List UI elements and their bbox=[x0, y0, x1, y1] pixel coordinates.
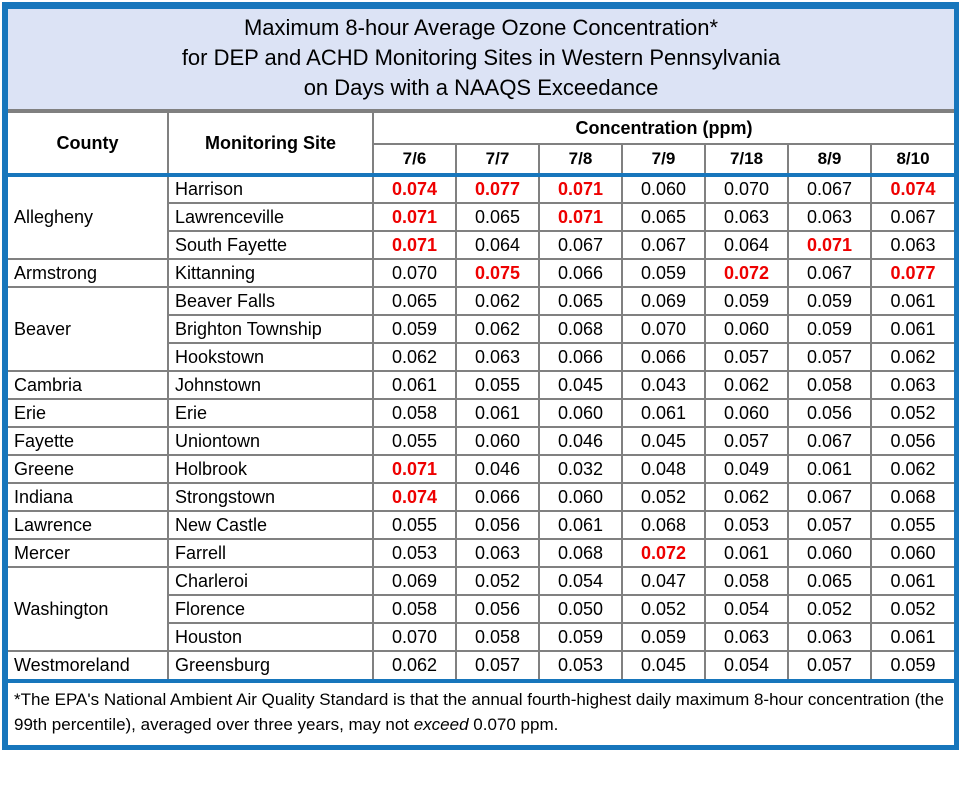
county-cell: Westmoreland bbox=[8, 651, 168, 679]
site-cell: Florence bbox=[168, 595, 373, 623]
value-cell: 0.054 bbox=[539, 567, 622, 595]
value-cell: 0.064 bbox=[456, 231, 539, 259]
value-cell: 0.060 bbox=[456, 427, 539, 455]
value-cell: 0.065 bbox=[622, 203, 705, 231]
site-cell: Lawrenceville bbox=[168, 203, 373, 231]
value-cell: 0.061 bbox=[373, 371, 456, 399]
value-cell: 0.052 bbox=[622, 595, 705, 623]
value-cell: 0.052 bbox=[456, 567, 539, 595]
column-header-county: County bbox=[8, 113, 168, 175]
value-cell-exceedance: 0.075 bbox=[456, 259, 539, 287]
value-cell: 0.060 bbox=[539, 483, 622, 511]
value-cell: 0.056 bbox=[788, 399, 871, 427]
county-cell: Washington bbox=[8, 567, 168, 651]
value-cell: 0.053 bbox=[539, 651, 622, 679]
site-cell: Beaver Falls bbox=[168, 287, 373, 315]
column-header-date: 7/8 bbox=[539, 144, 622, 175]
value-cell: 0.062 bbox=[373, 651, 456, 679]
value-cell: 0.045 bbox=[622, 651, 705, 679]
value-cell: 0.063 bbox=[871, 231, 954, 259]
value-cell-exceedance: 0.072 bbox=[622, 539, 705, 567]
value-cell: 0.060 bbox=[622, 175, 705, 203]
county-cell: Lawrence bbox=[8, 511, 168, 539]
table-row bbox=[8, 371, 954, 399]
table-row bbox=[8, 427, 954, 455]
site-cell: Greensburg bbox=[168, 651, 373, 679]
value-cell-exceedance: 0.077 bbox=[871, 259, 954, 287]
value-cell: 0.062 bbox=[456, 287, 539, 315]
table-row bbox=[8, 483, 954, 511]
value-cell: 0.068 bbox=[539, 315, 622, 343]
value-cell: 0.043 bbox=[622, 371, 705, 399]
value-cell: 0.069 bbox=[373, 567, 456, 595]
value-cell: 0.061 bbox=[871, 315, 954, 343]
value-cell: 0.052 bbox=[622, 483, 705, 511]
value-cell: 0.062 bbox=[871, 343, 954, 371]
value-cell: 0.060 bbox=[871, 539, 954, 567]
value-cell-exceedance: 0.072 bbox=[705, 259, 788, 287]
value-cell: 0.052 bbox=[871, 595, 954, 623]
value-cell: 0.057 bbox=[788, 651, 871, 679]
value-cell: 0.054 bbox=[705, 651, 788, 679]
footnote-text-end: 0.070 ppm. bbox=[468, 715, 559, 734]
column-header-date: 8/10 bbox=[871, 144, 954, 175]
value-cell: 0.061 bbox=[871, 567, 954, 595]
value-cell: 0.062 bbox=[456, 315, 539, 343]
table-row bbox=[8, 175, 954, 203]
table-row bbox=[8, 651, 954, 679]
value-cell: 0.062 bbox=[705, 483, 788, 511]
value-cell-exceedance: 0.071 bbox=[373, 231, 456, 259]
site-cell: Hookstown bbox=[168, 343, 373, 371]
value-cell: 0.056 bbox=[871, 427, 954, 455]
value-cell: 0.032 bbox=[539, 455, 622, 483]
value-cell: 0.062 bbox=[705, 371, 788, 399]
value-cell: 0.066 bbox=[539, 343, 622, 371]
county-cell: Erie bbox=[8, 399, 168, 427]
value-cell: 0.070 bbox=[622, 315, 705, 343]
value-cell: 0.061 bbox=[871, 287, 954, 315]
county-cell: Allegheny bbox=[8, 175, 168, 259]
value-cell: 0.066 bbox=[622, 343, 705, 371]
value-cell: 0.059 bbox=[788, 287, 871, 315]
footnote bbox=[8, 679, 954, 745]
column-header-site: Monitoring Site bbox=[168, 113, 373, 175]
table-row bbox=[8, 259, 954, 287]
value-cell-exceedance: 0.074 bbox=[373, 483, 456, 511]
value-cell: 0.049 bbox=[705, 455, 788, 483]
site-cell: Holbrook bbox=[168, 455, 373, 483]
value-cell: 0.063 bbox=[456, 343, 539, 371]
value-cell: 0.067 bbox=[871, 203, 954, 231]
site-cell: South Fayette bbox=[168, 231, 373, 259]
value-cell: 0.050 bbox=[539, 595, 622, 623]
county-cell: Greene bbox=[8, 455, 168, 483]
value-cell: 0.060 bbox=[788, 539, 871, 567]
value-cell: 0.063 bbox=[456, 539, 539, 567]
footnote-text: *The EPA's National Ambient Air Quality Standard is that the annual fourth-highest daily maximum 8-hour concentration (the 99th percentile), averaged over three years, may not bbox=[14, 690, 944, 734]
value-cell: 0.067 bbox=[539, 231, 622, 259]
site-cell: Uniontown bbox=[168, 427, 373, 455]
value-cell: 0.055 bbox=[373, 427, 456, 455]
column-header-date: 7/6 bbox=[373, 144, 456, 175]
value-cell-exceedance: 0.074 bbox=[871, 175, 954, 203]
value-cell: 0.046 bbox=[456, 455, 539, 483]
value-cell: 0.063 bbox=[788, 623, 871, 651]
county-cell: Fayette bbox=[8, 427, 168, 455]
county-cell: Indiana bbox=[8, 483, 168, 511]
value-cell: 0.066 bbox=[539, 259, 622, 287]
table-row bbox=[8, 399, 954, 427]
value-cell: 0.067 bbox=[788, 259, 871, 287]
column-header-concentration: Concentration (ppm) bbox=[373, 113, 954, 144]
value-cell: 0.057 bbox=[788, 511, 871, 539]
value-cell: 0.070 bbox=[705, 175, 788, 203]
value-cell: 0.060 bbox=[539, 399, 622, 427]
value-cell: 0.057 bbox=[788, 343, 871, 371]
site-cell: Farrell bbox=[168, 539, 373, 567]
county-cell: Cambria bbox=[8, 371, 168, 399]
value-cell: 0.055 bbox=[871, 511, 954, 539]
value-cell: 0.065 bbox=[788, 567, 871, 595]
header-row-top bbox=[8, 113, 954, 144]
value-cell: 0.063 bbox=[871, 371, 954, 399]
site-cell: Kittanning bbox=[168, 259, 373, 287]
value-cell: 0.059 bbox=[788, 315, 871, 343]
value-cell: 0.052 bbox=[788, 595, 871, 623]
value-cell: 0.053 bbox=[373, 539, 456, 567]
value-cell: 0.045 bbox=[539, 371, 622, 399]
value-cell: 0.068 bbox=[871, 483, 954, 511]
site-cell: Johnstown bbox=[168, 371, 373, 399]
value-cell: 0.067 bbox=[788, 175, 871, 203]
county-cell: Mercer bbox=[8, 539, 168, 567]
site-cell: Strongstown bbox=[168, 483, 373, 511]
value-cell: 0.068 bbox=[622, 511, 705, 539]
value-cell: 0.067 bbox=[622, 231, 705, 259]
value-cell: 0.058 bbox=[705, 567, 788, 595]
value-cell: 0.061 bbox=[622, 399, 705, 427]
table-row bbox=[8, 511, 954, 539]
site-cell: New Castle bbox=[168, 511, 373, 539]
value-cell: 0.056 bbox=[456, 595, 539, 623]
value-cell: 0.057 bbox=[705, 343, 788, 371]
value-cell: 0.060 bbox=[705, 315, 788, 343]
value-cell: 0.058 bbox=[788, 371, 871, 399]
table-row bbox=[8, 287, 954, 315]
value-cell-exceedance: 0.074 bbox=[373, 175, 456, 203]
value-cell: 0.059 bbox=[622, 259, 705, 287]
value-cell: 0.055 bbox=[373, 511, 456, 539]
value-cell: 0.068 bbox=[539, 539, 622, 567]
value-cell: 0.058 bbox=[456, 623, 539, 651]
footnote-italic-word: exceed bbox=[413, 715, 469, 734]
value-cell: 0.067 bbox=[788, 427, 871, 455]
value-cell: 0.066 bbox=[456, 483, 539, 511]
value-cell: 0.059 bbox=[622, 623, 705, 651]
table-row bbox=[8, 455, 954, 483]
title-line-3: on Days with a NAAQS Exceedance bbox=[303, 75, 659, 100]
value-cell: 0.061 bbox=[539, 511, 622, 539]
value-cell-exceedance: 0.071 bbox=[539, 175, 622, 203]
value-cell: 0.064 bbox=[705, 231, 788, 259]
ozone-report-table bbox=[2, 2, 959, 750]
value-cell: 0.058 bbox=[373, 399, 456, 427]
value-cell-exceedance: 0.071 bbox=[373, 455, 456, 483]
value-cell: 0.065 bbox=[456, 203, 539, 231]
value-cell-exceedance: 0.071 bbox=[788, 231, 871, 259]
site-cell: Harrison bbox=[168, 175, 373, 203]
value-cell: 0.062 bbox=[373, 343, 456, 371]
value-cell: 0.059 bbox=[871, 651, 954, 679]
value-cell: 0.065 bbox=[373, 287, 456, 315]
value-cell: 0.063 bbox=[705, 623, 788, 651]
value-cell: 0.061 bbox=[705, 539, 788, 567]
title-line-2: for DEP and ACHD Monitoring Sites in Western Pennsylvania bbox=[181, 45, 781, 70]
county-cell: Beaver bbox=[8, 287, 168, 371]
value-cell: 0.060 bbox=[705, 399, 788, 427]
value-cell: 0.045 bbox=[622, 427, 705, 455]
site-cell: Houston bbox=[168, 623, 373, 651]
value-cell: 0.055 bbox=[456, 371, 539, 399]
value-cell: 0.048 bbox=[622, 455, 705, 483]
value-cell: 0.054 bbox=[705, 595, 788, 623]
value-cell: 0.058 bbox=[373, 595, 456, 623]
value-cell: 0.047 bbox=[622, 567, 705, 595]
column-header-date: 7/7 bbox=[456, 144, 539, 175]
site-cell: Charleroi bbox=[168, 567, 373, 595]
value-cell: 0.059 bbox=[373, 315, 456, 343]
value-cell: 0.057 bbox=[456, 651, 539, 679]
table-row bbox=[8, 539, 954, 567]
value-cell: 0.059 bbox=[539, 623, 622, 651]
column-header-date: 8/9 bbox=[788, 144, 871, 175]
value-cell: 0.057 bbox=[705, 427, 788, 455]
value-cell: 0.061 bbox=[871, 623, 954, 651]
value-cell: 0.052 bbox=[871, 399, 954, 427]
column-header-date: 7/18 bbox=[705, 144, 788, 175]
value-cell: 0.065 bbox=[539, 287, 622, 315]
column-header-date: 7/9 bbox=[622, 144, 705, 175]
value-cell: 0.046 bbox=[539, 427, 622, 455]
title-line-1: Maximum 8-hour Average Ozone Concentration* bbox=[243, 15, 719, 40]
value-cell: 0.070 bbox=[373, 623, 456, 651]
value-cell: 0.063 bbox=[705, 203, 788, 231]
value-cell: 0.061 bbox=[456, 399, 539, 427]
value-cell: 0.067 bbox=[788, 483, 871, 511]
site-cell: Brighton Township bbox=[168, 315, 373, 343]
table-title bbox=[8, 9, 954, 109]
value-cell-exceedance: 0.071 bbox=[373, 203, 456, 231]
value-cell: 0.062 bbox=[871, 455, 954, 483]
value-cell: 0.056 bbox=[456, 511, 539, 539]
value-cell: 0.059 bbox=[705, 287, 788, 315]
concentration-table bbox=[8, 113, 954, 679]
county-cell: Armstrong bbox=[8, 259, 168, 287]
site-cell: Erie bbox=[168, 399, 373, 427]
value-cell: 0.061 bbox=[788, 455, 871, 483]
value-cell: 0.053 bbox=[705, 511, 788, 539]
value-cell-exceedance: 0.077 bbox=[456, 175, 539, 203]
value-cell: 0.069 bbox=[622, 287, 705, 315]
value-cell-exceedance: 0.071 bbox=[539, 203, 622, 231]
value-cell: 0.063 bbox=[788, 203, 871, 231]
table-row bbox=[8, 567, 954, 595]
value-cell: 0.070 bbox=[373, 259, 456, 287]
